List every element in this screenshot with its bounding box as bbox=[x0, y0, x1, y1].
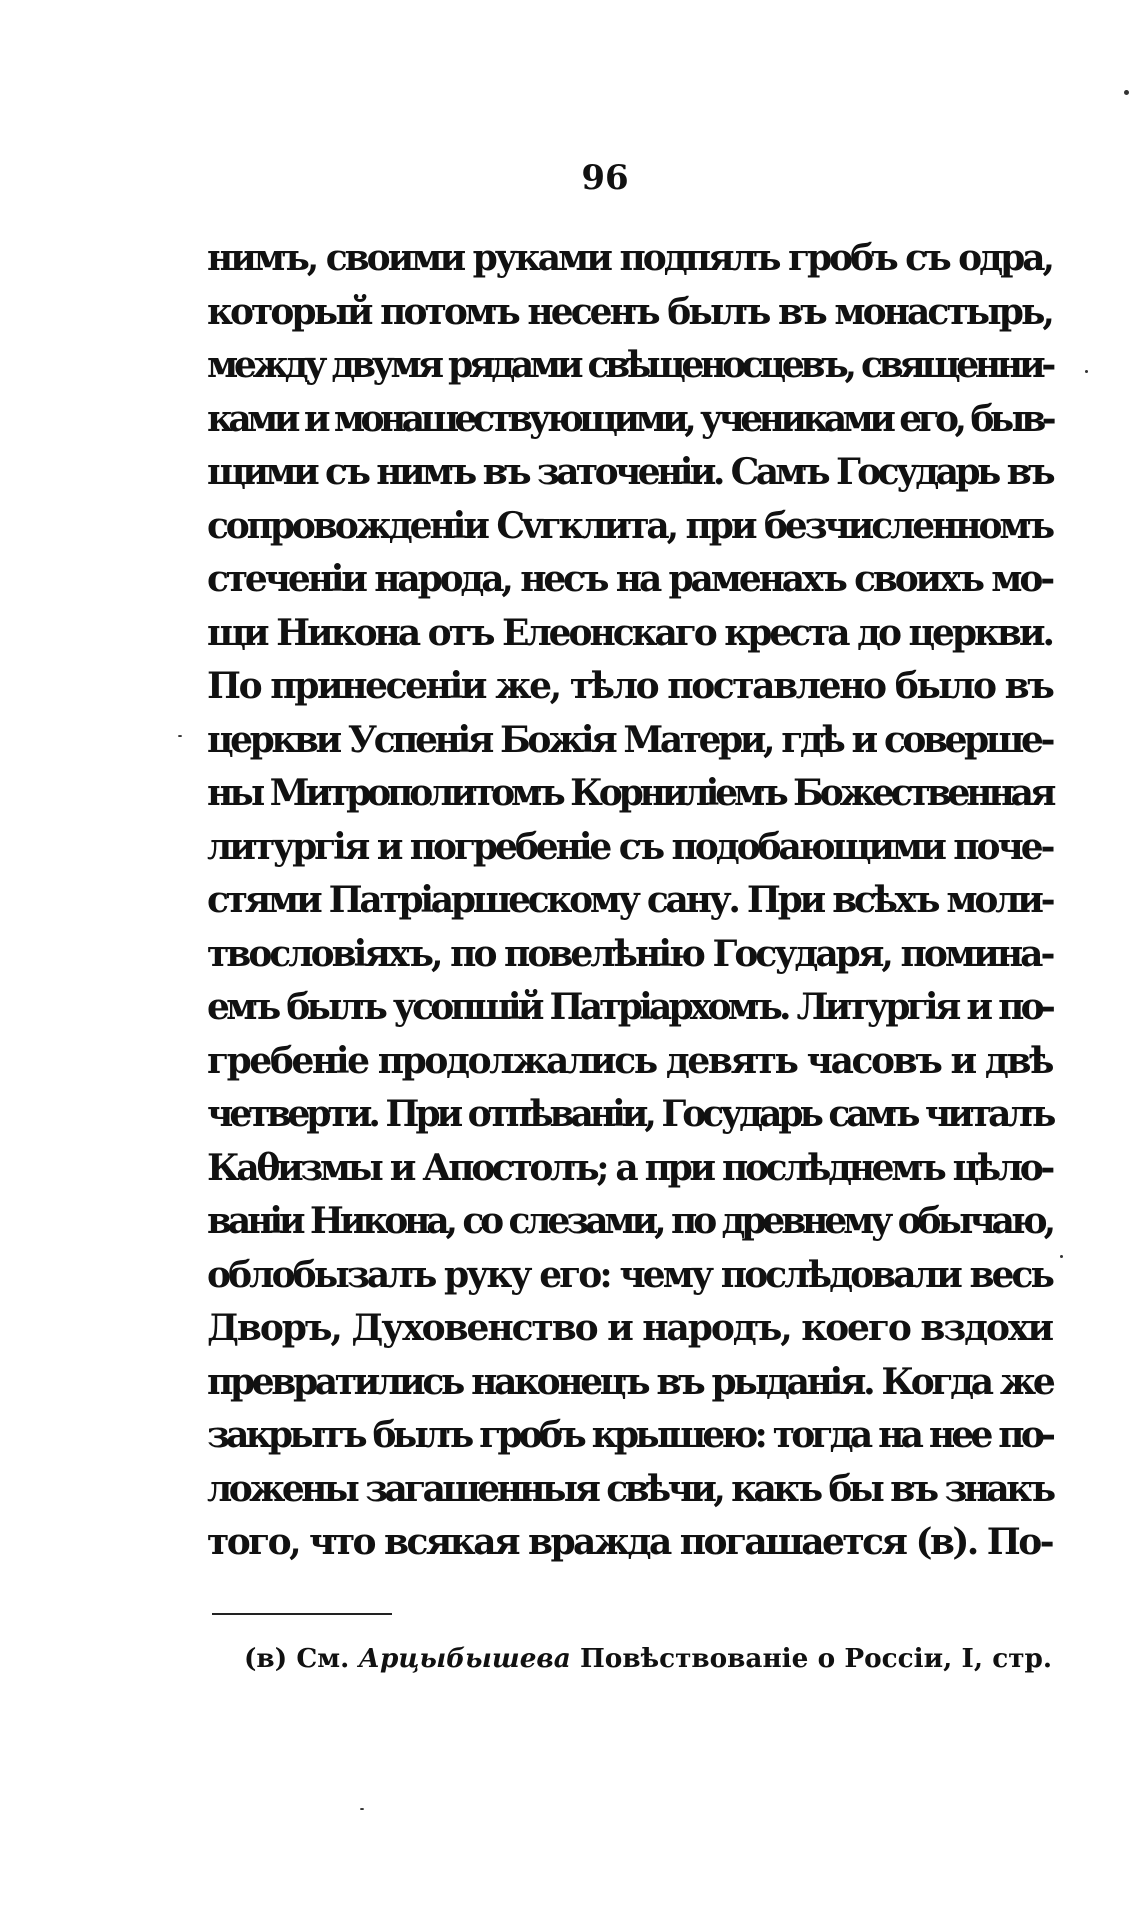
text-line: емъ былъ усопшiй Патрiархомъ. Литургiя и по- bbox=[207, 986, 1052, 1028]
footnote-marker: (в) bbox=[244, 1643, 288, 1674]
footnote-author: Арцыбышева bbox=[358, 1643, 571, 1674]
footnote-reference: Повѣствованiе о Россiи, I, стр. bbox=[579, 1643, 1053, 1674]
text-line: Каθизмы и Апостолъ; а при послѣднемъ цѣло- bbox=[207, 1146, 1052, 1189]
text-line: твословiяхъ, по повелѣнiю Государя, помина- bbox=[207, 932, 1053, 975]
text-line: церкви Успенiя Божiя Матери, гдѣ и соверше- bbox=[207, 718, 1052, 761]
text-line: сопровожденiи Сvгклита, при безчисленномъ bbox=[207, 504, 1052, 547]
text-line: стеченiи народа, несъ на раменахъ своихъ мо- bbox=[207, 558, 1052, 600]
text-line: облобызалъ руку его: чему послѣдовали весь bbox=[207, 1253, 1052, 1296]
text-line: превратились наконецъ въ рыданiя. Когда же bbox=[207, 1360, 1053, 1403]
text-line: того, что всякая вражда погашается (в). По- bbox=[207, 1521, 1052, 1563]
text-line: литургiя и погребенiе съ подобающими поче- bbox=[207, 825, 1053, 868]
text-line: щи Никона отъ Елеонскаго креста до церкви. bbox=[207, 611, 1052, 654]
text-line: ванiи Никона, со слезами, по древнему обычаю, bbox=[207, 1200, 1052, 1242]
text-line: щими съ нимъ въ заточенiи. Самъ Государь въ bbox=[207, 451, 1052, 493]
footnote-divider bbox=[212, 1613, 392, 1615]
scan-speck bbox=[1124, 90, 1129, 95]
body-text bbox=[207, 232, 1052, 1570]
text-line: между двумя рядами свѣщеносцевъ, священни- bbox=[207, 344, 1052, 386]
text-line: Дворъ, Духовенство и народъ, коего вздохи bbox=[207, 1307, 1052, 1349]
scan-speck bbox=[360, 1808, 364, 1810]
text-line: стями Патрiаршескому сану. При всѣхъ моли- bbox=[207, 879, 1053, 921]
text-line: четверти. При отпѣванiи, Государь самъ читалъ bbox=[207, 1093, 1053, 1135]
footnote bbox=[244, 1639, 1052, 1679]
text-line: ны Митрополитомъ Корнилiемъ Божественная bbox=[207, 772, 1053, 814]
footnote-prefix: См. bbox=[296, 1643, 350, 1674]
text-line: закрытъ былъ гробъ крышею: тогда на нее по- bbox=[207, 1414, 1053, 1456]
text-line: ложены загашенныя свѣчи, какъ бы въ знакъ bbox=[207, 1467, 1053, 1510]
scan-speck bbox=[178, 735, 182, 737]
scan-speck bbox=[1085, 370, 1088, 373]
text-line: По принесенiи же, тѣло поставлено было въ bbox=[207, 665, 1053, 707]
scan-speck bbox=[1060, 1255, 1063, 1258]
text-line: нимъ, своими руками подпялъ гробъ съ одра, bbox=[207, 237, 1052, 279]
text-line: ками и монашествующими, учениками его, быв- bbox=[207, 397, 1052, 440]
text-line: гребенiе продолжались девять часовъ и двѣ bbox=[207, 1039, 1052, 1082]
page-number: 96 bbox=[581, 158, 629, 198]
text-line: который потомъ несенъ былъ въ монастырь, bbox=[207, 290, 1052, 333]
